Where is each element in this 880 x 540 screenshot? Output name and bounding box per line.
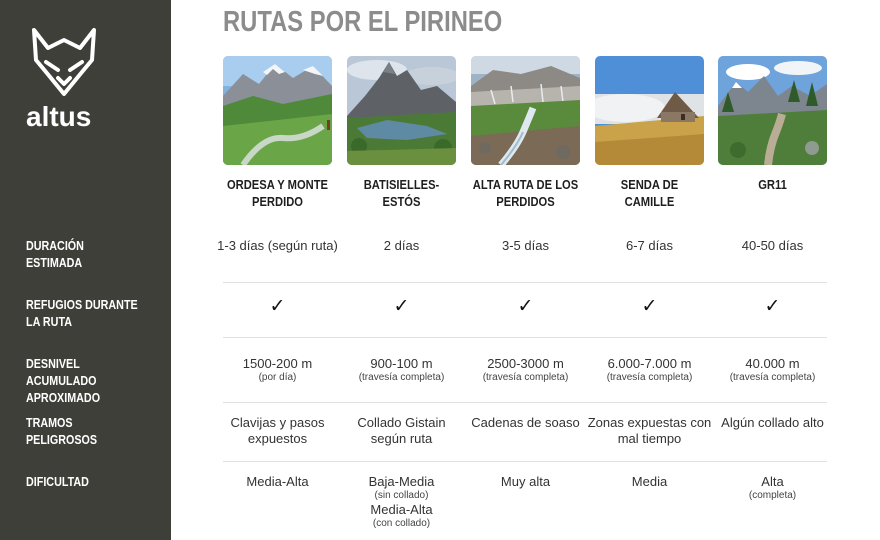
elevation-cell	[339, 356, 464, 384]
refuge-check: ✓	[764, 296, 781, 317]
route-column-batisielles	[347, 0, 471, 540]
route-photo	[223, 56, 332, 165]
difficulty-cell	[463, 474, 588, 490]
forest-trail-mountains-image	[718, 56, 827, 165]
stream-cirque-image	[471, 56, 580, 165]
route-photo	[347, 56, 456, 165]
duration-value: 6-7 días	[626, 238, 673, 253]
duration-value: 1-3 días (según ruta)	[217, 238, 338, 253]
route-photo	[471, 56, 580, 165]
elevation-cell	[587, 356, 712, 384]
route-column-alta-ruta	[471, 0, 595, 540]
difficulty-value: Baja-Media	[368, 474, 435, 489]
row-label-danger: TRAMOS PELIGROSOS	[26, 416, 98, 447]
route-column-gr11	[718, 0, 842, 540]
row-label-refuges: REFUGIOS DURANTE LA RUTA	[26, 298, 138, 329]
elevation-value: 40.000 m	[745, 356, 800, 371]
row-label-duration: DURACIÓN ESTIMADA	[26, 239, 84, 270]
refuge-check: ✓	[269, 296, 286, 317]
elevation-note: (travesía completa)	[358, 372, 445, 383]
danger-value: Algún collado alto	[721, 415, 824, 430]
difficulty-value: Alta	[761, 474, 784, 489]
danger-value: Zonas expuestas con mal tiempo	[587, 415, 712, 446]
route-photo	[595, 56, 704, 165]
route-column-ordesa	[217, 0, 347, 540]
duration-value: 3-5 días	[502, 238, 549, 253]
route-column-senda-camille	[587, 0, 719, 540]
elevation-cell	[215, 356, 340, 384]
route-photo	[718, 56, 827, 165]
difficulty-cell	[587, 474, 712, 490]
elevation-cell	[710, 356, 835, 384]
route-name: ALTA RUTA DE LOS PERDIDOS	[472, 177, 579, 209]
difficulty-note: (completa)	[748, 490, 797, 501]
refuge-check: ✓	[517, 296, 534, 317]
difficulty-cell	[215, 474, 340, 490]
elevation-note: (travesía completa)	[729, 372, 816, 383]
valley-meadow-mountains-image	[223, 56, 332, 165]
brand-name: altus	[26, 101, 92, 132]
difficulty-value-alt: Media-Alta	[370, 502, 433, 517]
duration-value: 40-50 días	[741, 238, 804, 253]
sidebar	[0, 0, 171, 540]
difficulty-value: Muy alta	[500, 474, 551, 489]
route-name: BATISIELLES-ESTÓS	[363, 177, 440, 209]
elevation-value: 900-100 m	[370, 356, 433, 371]
difficulty-note-alt: (con collado)	[372, 518, 431, 529]
route-name: GR11	[758, 177, 787, 192]
difficulty-value: Media	[631, 474, 668, 489]
refuge-check: ✓	[641, 296, 658, 317]
lynx-head-icon	[30, 26, 98, 98]
elevation-value: 6.000-7.000 m	[607, 356, 692, 371]
elevation-note: (travesía completa)	[482, 372, 569, 383]
difficulty-cell	[710, 474, 835, 502]
mountain-hut-meadow-image	[595, 56, 704, 165]
elevation-note: (travesía completa)	[606, 372, 693, 383]
elevation-value: 2500-3000 m	[487, 356, 564, 371]
elevation-cell	[463, 356, 588, 384]
route-name: ORDESA Y MONTE PERDIDO	[226, 177, 329, 209]
difficulty-value: Media-Alta	[246, 474, 309, 489]
rocky-peak-lake-image	[347, 56, 456, 165]
danger-value: Collado Gistain según ruta	[357, 415, 446, 446]
danger-value: Clavijas y pasos expuestos	[230, 415, 325, 446]
difficulty-cell	[339, 474, 464, 530]
row-label-difficulty: DIFICULTAD	[26, 475, 89, 489]
page-title: RUTAS POR EL PIRINEO	[223, 6, 503, 38]
elevation-note: (por día)	[258, 372, 297, 383]
difficulty-note: (sin collado)	[374, 490, 429, 501]
row-label-elevation: DESNIVEL ACUMULADO APROXIMADO	[26, 357, 101, 405]
refuge-check: ✓	[393, 296, 410, 317]
danger-value: Cadenas de soaso	[471, 415, 580, 430]
duration-value: 2 días	[383, 238, 420, 253]
elevation-value: 1500-200 m	[242, 356, 313, 371]
route-name: SENDA DE CAMILLE	[620, 177, 679, 209]
